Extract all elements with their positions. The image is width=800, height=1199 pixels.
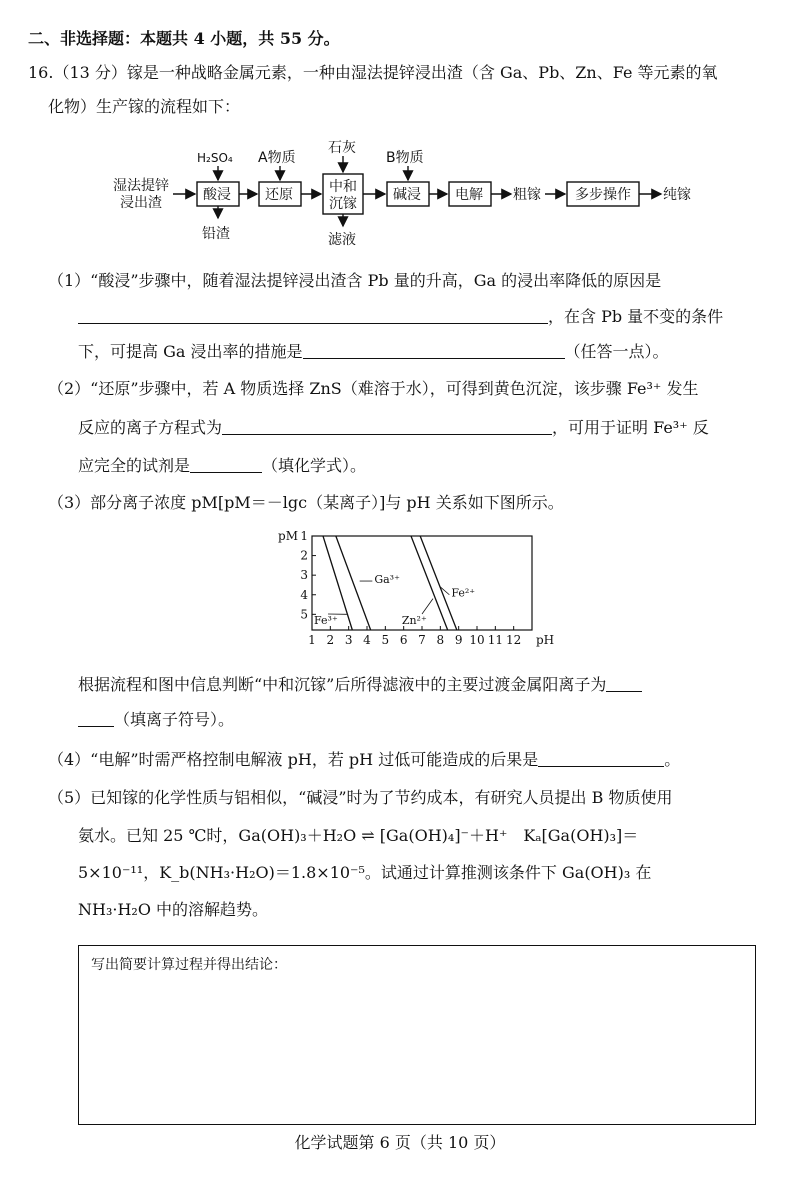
y-tick-label: 5 — [300, 607, 308, 622]
x-tick-label: 6 — [399, 633, 408, 647]
flow-output-lead-slag: 铅渣 — [202, 226, 230, 242]
series-line-ga3 — [336, 536, 371, 630]
flow-step-alkali-leach: 碱浸 — [393, 187, 421, 203]
x-tick-label: 1 — [308, 633, 316, 647]
flow-start-line1: 湿法提锌 — [113, 178, 169, 194]
flow-input-b: B物质 — [386, 150, 424, 166]
y-axis-label: pM — [278, 529, 298, 543]
q5-line3: 5×10⁻¹¹，K_b(NH₃·H₂O)＝1.8×10⁻⁵。试通过计算推测该条件下 Ga(OH)₃ 在 — [78, 863, 652, 882]
q3-line3 — [78, 708, 234, 731]
flow-output-filtrate: 滤液 — [328, 232, 356, 248]
q2-line3-tail: （填化学式）。 — [262, 456, 367, 475]
q1-line1: （1）“酸浸”步骤中，随着湿法提锌浸出渣含 Pb 量的升高，Ga 的浸出率降低的原因是 — [48, 271, 662, 290]
flow-step-acid-leach: 酸浸 — [203, 187, 231, 203]
q3-blank-ion-part1[interactable] — [606, 673, 642, 692]
q2-blank-equation[interactable] — [222, 416, 552, 435]
y-tick-label: 1 — [300, 529, 308, 543]
flow-pure-ga: 纯镓 — [663, 187, 691, 203]
y-tick-label: 4 — [300, 587, 308, 602]
section-heading: 二、非选择题：本题共 4 小题，共 55 分。 — [28, 29, 340, 48]
answer-box[interactable] — [78, 945, 756, 1125]
series-label-zn2: Zn²⁺ — [401, 614, 427, 627]
series-label-ga3: Ga³⁺ — [374, 573, 400, 586]
q1-line3-tail: （任答一点）。 — [564, 342, 669, 361]
x-tick-label: 11 — [487, 633, 503, 647]
q1-line2-text: ，在含 Pb 量不变的条件 — [548, 307, 724, 326]
flow-input-lime: 石灰 — [328, 140, 356, 156]
q2-line3 — [78, 454, 366, 477]
q2-line2 — [78, 416, 709, 439]
q4-line1-tail: 。 — [664, 750, 681, 769]
q2-blank-reagent[interactable] — [190, 454, 262, 473]
q2-line2-text: 反应的离子方程式为 — [78, 418, 223, 437]
flow-step-neutralize-line2: 沉镓 — [329, 196, 357, 212]
flow-step-electrolysis: 电解 — [455, 187, 483, 203]
flow-step-multistep: 多步操作 — [575, 187, 631, 203]
x-tick-label: 8 — [436, 633, 445, 647]
q3-line2-text: 根据流程和图中信息判断“中和沉镓”后所得滤液中的主要过渡金属阳离子为 — [78, 675, 607, 694]
q5-line1: （5）已知镓的化学性质与铝相似，“碱浸”时为了节约成本，有研究人员提出 B 物质使用 — [48, 788, 673, 807]
q3-line2 — [78, 673, 642, 696]
answer-box-label: 写出简要计算过程并得出结论： — [91, 957, 287, 973]
process-flowchart — [0, 0, 800, 270]
q2-line2-tail: ，可用于证明 Fe³⁺ 反 — [552, 418, 709, 437]
q3-line1: （3）部分离子浓度 pM[pM＝－lgc（某离子）]与 pH 关系如下图所示。 — [48, 493, 564, 512]
x-tick-label: 4 — [363, 633, 371, 647]
series-label-zn2-leader — [422, 599, 433, 614]
question-intro-line1: 16.（13 分）镓是一种战略金属元素，一种由湿法提锌浸出渣（含 Ga、Pb、Zn、Fe 等元素的氧 — [28, 63, 718, 82]
flow-step-neutralize-line1: 中和 — [329, 179, 357, 195]
q4-line1 — [48, 748, 680, 771]
flow-start-line2: 浸出渣 — [120, 195, 162, 211]
y-tick-label: 3 — [300, 568, 308, 583]
q1-line2 — [78, 305, 723, 328]
q3-line3-tail: （填离子符号）。 — [114, 710, 235, 729]
x-tick-label: 5 — [381, 633, 390, 647]
pm-ph-chart — [270, 528, 560, 654]
x-tick-label: 7 — [418, 633, 426, 647]
q1-line3 — [78, 340, 669, 363]
series-label-fe2: Fe²⁺ — [451, 586, 476, 600]
q3-blank-ion-part2[interactable] — [78, 708, 114, 727]
q1-blank-reason[interactable] — [78, 305, 548, 324]
q5-line2: 氨水。已知 25 ℃时，Ga(OH)₃＋H₂O ⇌ [Ga(OH)₄]⁻＋H⁺ Kₐ[Ga(OH)₃]＝ — [78, 826, 639, 845]
x-tick-label: 2 — [326, 633, 335, 647]
x-tick-label: 12 — [506, 633, 522, 647]
flow-crude-ga: 粗镓 — [513, 187, 541, 203]
flow-step-reduce: 还原 — [265, 187, 293, 203]
y-tick-label: 2 — [300, 548, 308, 563]
q5-line4: NH₃·H₂O 中的溶解趋势。 — [78, 900, 269, 919]
x-axis-label: pH — [536, 633, 555, 647]
q2-line3-text: 应完全的试剂是 — [78, 456, 191, 475]
q4-blank-consequence[interactable] — [538, 748, 664, 767]
series-label-fe3: Fe³⁺ — [314, 614, 338, 627]
x-tick-label: 10 — [469, 633, 485, 647]
x-tick-label: 9 — [454, 633, 463, 647]
x-tick-label: 3 — [344, 633, 353, 647]
flow-input-a: A物质 — [258, 150, 296, 166]
flow-input-h2so4: H₂SO₄ — [197, 151, 233, 165]
q2-line1: （2）“还原”步骤中，若 A 物质选择 ZnS（难溶于水），可得到黄色沉淀，该步骤 Fe³⁺ 发生 — [48, 379, 699, 398]
q4-line1-text: （4）“电解”时需严格控制电解液 pH，若 pH 过低可能造成的后果是 — [48, 750, 539, 769]
q1-line3-text: 下，可提高 Ga 浸出率的措施是 — [78, 342, 303, 361]
page-footer: 化学试题第 6 页（共 10 页） — [294, 1133, 506, 1152]
question-intro-line2: 化物）生产镓的流程如下： — [48, 97, 241, 116]
q1-blank-measure[interactable] — [303, 340, 565, 359]
